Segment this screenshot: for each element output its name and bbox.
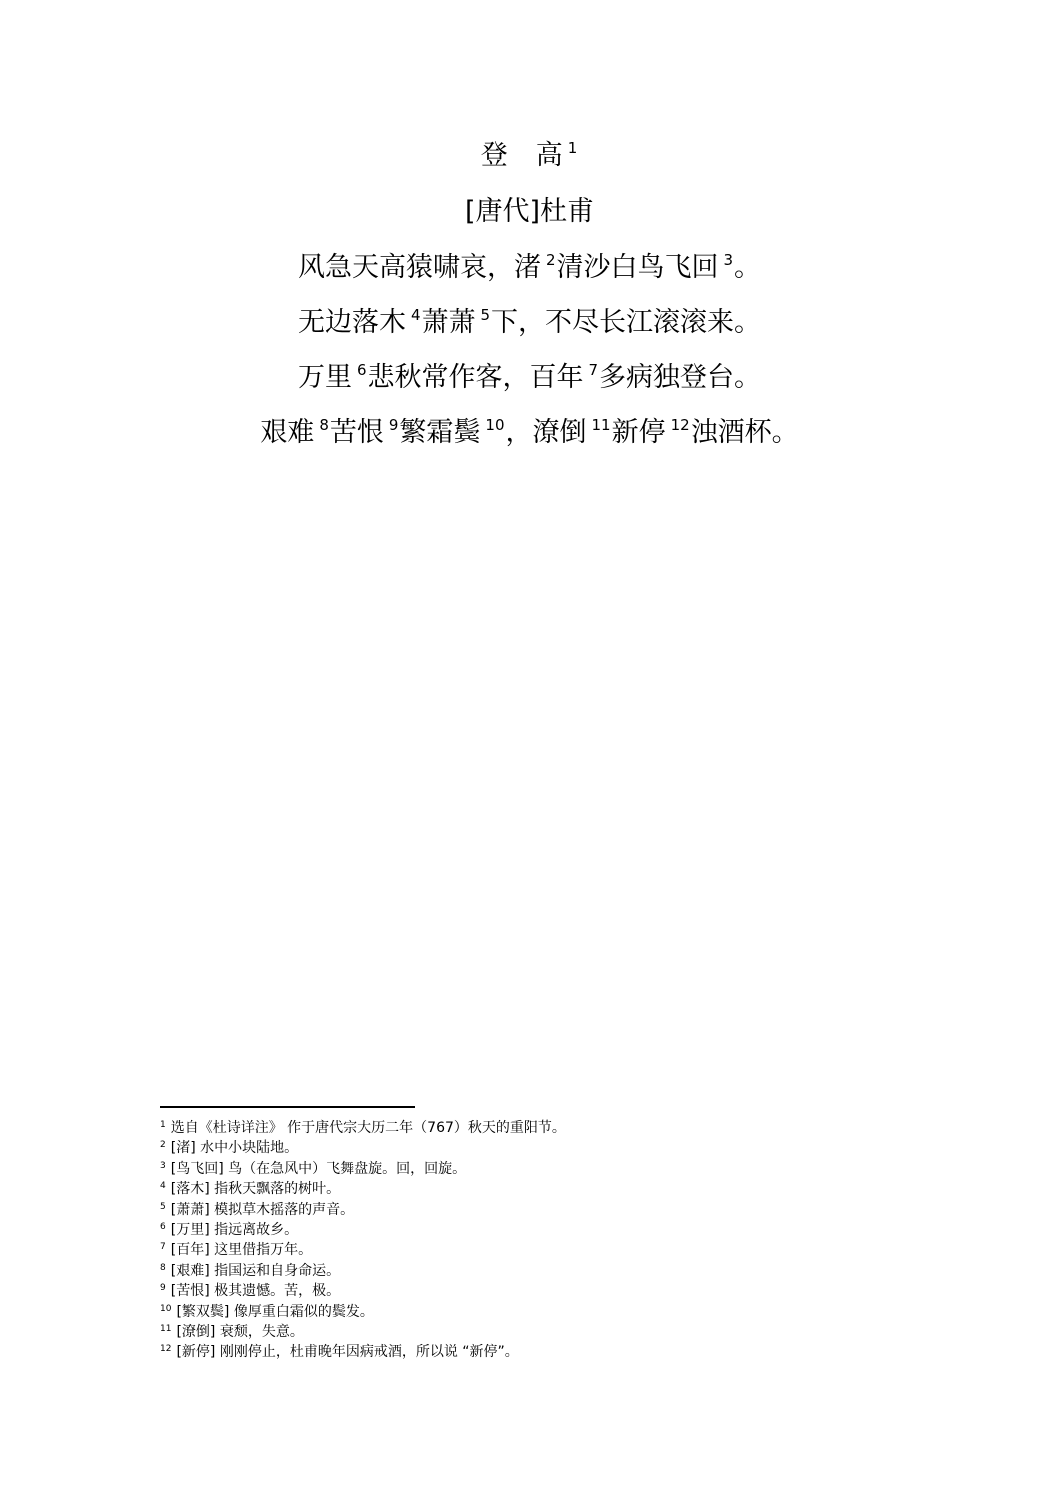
footnote-text: [繁双鬓] 像厚重白霜似的鬓发。 xyxy=(176,1303,374,1320)
title-char-1: 登 xyxy=(480,140,508,171)
footnote-text: [百年] 这里借指万年。 xyxy=(170,1242,313,1259)
footnote-text: 选自《杜诗详注》 作于唐代宗大历二年（767）秋天的重阳节。 xyxy=(170,1120,566,1136)
footnote-number: 8 xyxy=(160,1262,166,1273)
footnote-12 xyxy=(160,1342,920,1362)
footnote-ref-1[interactable]: 1 xyxy=(567,139,578,157)
poem-author: [唐代]杜甫 xyxy=(464,196,595,227)
poem-line-3 xyxy=(0,360,1059,396)
footnote-3 xyxy=(160,1159,920,1179)
line-text: ，潦倒 xyxy=(505,417,587,448)
poem-title xyxy=(0,138,1059,174)
footnote-number: 2 xyxy=(160,1140,166,1151)
footnote-text: [落木] 指秋天飘落的树叶。 xyxy=(170,1181,341,1198)
footnote-6 xyxy=(160,1220,920,1240)
line-text: 清沙白鸟飞回 xyxy=(556,252,719,283)
footnote-number: 3 xyxy=(160,1160,166,1171)
footnote-11 xyxy=(160,1322,920,1342)
line-text: 万里 xyxy=(297,362,352,393)
line-text: 新停 xyxy=(611,417,666,448)
footnote-ref-7[interactable]: 7 xyxy=(588,361,599,379)
footnote-7 xyxy=(160,1240,920,1260)
footnote-10 xyxy=(160,1302,920,1322)
line-text: 萧萧 xyxy=(421,307,476,338)
footnote-number: 12 xyxy=(160,1344,172,1355)
footnote-number: 7 xyxy=(160,1242,166,1253)
poem-line-2 xyxy=(0,305,1059,341)
line-text: 。 xyxy=(734,252,762,283)
footnote-ref-3[interactable]: 3 xyxy=(723,251,734,269)
footnote-ref-11[interactable]: 11 xyxy=(591,416,611,434)
footnote-ref-5[interactable]: 5 xyxy=(480,306,491,324)
footnote-4 xyxy=(160,1179,920,1199)
line-text: 下，不尽长江滚滚来。 xyxy=(491,307,762,338)
line-text: 风急天高猿啸哀，渚 xyxy=(297,252,541,283)
title-char-2: 高 xyxy=(535,140,563,171)
line-text: 浊酒杯。 xyxy=(690,417,799,448)
poem-line-1 xyxy=(0,250,1059,286)
footnote-2 xyxy=(160,1138,920,1158)
line-text: 悲秋常作客，百年 xyxy=(367,362,584,393)
footnote-number: 1 xyxy=(160,1120,166,1130)
line-text: 多病独登台。 xyxy=(599,362,762,393)
footnote-text: [潦倒] 衰颓，失意。 xyxy=(176,1324,304,1341)
footnote-ref-4[interactable]: 4 xyxy=(410,306,421,324)
footnote-text: [苦恨] 极其遗憾。苦，极。 xyxy=(170,1283,341,1300)
footnote-number: 4 xyxy=(160,1181,166,1192)
footnote-9 xyxy=(160,1281,920,1301)
footnote-text: [新停] 刚刚停止，杜甫晚年因病戒酒，所以说 “新停”。 xyxy=(176,1344,519,1361)
footnote-ref-10[interactable]: 10 xyxy=(485,416,505,434)
line-text: 苦恨 xyxy=(329,417,384,448)
line-text: 繁霜鬓 xyxy=(399,417,481,448)
footnote-text: [万里] 指远离故乡。 xyxy=(170,1222,299,1239)
footnote-1 xyxy=(160,1118,920,1138)
footnote-text: [艰难] 指国运和自身命运。 xyxy=(170,1262,341,1279)
footnote-text: [萧萧] 模拟草木摇落的声音。 xyxy=(170,1201,355,1218)
footnotes xyxy=(160,1118,920,1363)
footnote-ref-6[interactable]: 6 xyxy=(356,361,367,379)
footnote-5 xyxy=(160,1200,920,1220)
poem-line-4 xyxy=(0,415,1059,451)
footnote-ref-9[interactable]: 9 xyxy=(388,416,399,434)
footnote-number: 5 xyxy=(160,1201,166,1212)
footnote-ref-12[interactable]: 12 xyxy=(670,416,690,434)
line-text: 无边落木 xyxy=(297,307,406,338)
footnote-number: 10 xyxy=(160,1303,172,1314)
footnote-number: 11 xyxy=(160,1324,172,1335)
footnote-number: 9 xyxy=(160,1283,166,1294)
footnote-text: [渚] 水中小块陆地。 xyxy=(170,1140,299,1157)
footnote-ref-8[interactable]: 8 xyxy=(319,416,329,434)
footnote-8 xyxy=(160,1261,920,1281)
footnote-ref-2[interactable]: 2 xyxy=(545,251,556,269)
line-text: 艰难 xyxy=(260,417,315,448)
footnote-text: [鸟飞回] 鸟（在急风中）飞舞盘旋。回，回旋。 xyxy=(170,1160,467,1177)
footnote-number: 6 xyxy=(160,1222,166,1233)
footnote-separator xyxy=(160,1106,415,1108)
